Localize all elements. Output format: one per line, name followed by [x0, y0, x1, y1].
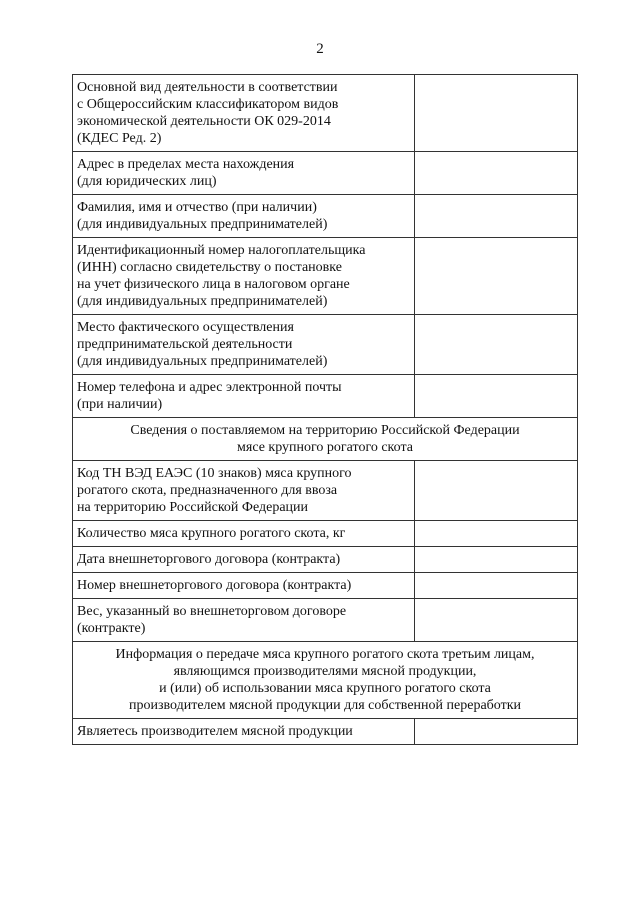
field-label-full-name: Фамилия, имя и отчество (при наличии) (для индивидуальных предпринимателей) [73, 195, 415, 238]
field-label-contract-number: Номер внешнеторгового договора (контракта) [73, 573, 415, 599]
table-row [73, 461, 578, 521]
section-header-third-party-transfer: Информация о передаче мяса крупного рогатого скота третьим лицам, являющимся производителями мясной продукции, и (или) об использовании мяса крупного рогатого скота производителем мясной продукции для собственной переработки [73, 642, 578, 719]
section-header-supplied-beef: Сведения о поставляемом на территорию Российской Федерации мясе крупного рогатого скота [73, 418, 578, 461]
table-row [73, 573, 578, 599]
field-label-beef-quantity: Количество мяса крупного рогатого скота, кг [73, 521, 415, 547]
field-value-beef-quantity[interactable] [415, 521, 578, 547]
field-label-legal-address: Адрес в пределах места нахождения (для юридических лиц) [73, 152, 415, 195]
field-label-inn: Идентификационный номер налогоплательщика (ИНН) согласно свидетельству о постановке на учет физического лица в налоговом органе (для индивидуальных предпринимателей) [73, 238, 415, 315]
field-label-business-location: Место фактического осуществления предпринимательской деятельности (для индивидуальных предпринимателей) [73, 315, 415, 375]
field-label-meat-producer: Являетесь производителем мясной продукции [73, 719, 415, 745]
field-value-full-name[interactable] [415, 195, 578, 238]
table-row [73, 152, 578, 195]
table-row [73, 521, 578, 547]
field-value-business-location[interactable] [415, 315, 578, 375]
field-value-contract-date[interactable] [415, 547, 578, 573]
table-row [73, 719, 578, 745]
page-number: 2 [316, 41, 324, 57]
table-row [73, 599, 578, 642]
field-value-meat-producer[interactable] [415, 719, 578, 745]
field-value-activity-okved[interactable] [415, 75, 578, 152]
field-label-contract-weight: Вес, указанный во внешнеторговом договоре (контракте) [73, 599, 415, 642]
field-label-activity-okved: Основной вид деятельности в соответствии с Общероссийским классификатором видов экономической деятельности ОК 029-2014 (КДЕС Ред. 2) [73, 75, 415, 152]
table-row [73, 375, 578, 418]
field-label-contract-date: Дата внешнеторгового договора (контракта) [73, 547, 415, 573]
field-value-legal-address[interactable] [415, 152, 578, 195]
table-row [73, 238, 578, 315]
section-header-row [73, 642, 578, 719]
field-value-phone-email[interactable] [415, 375, 578, 418]
field-label-tn-ved-code: Код ТН ВЭД ЕАЭС (10 знаков) мяса крупного рогатого скота, предназначенного для ввоза на территорию Российской Федерации [73, 461, 415, 521]
table-row [73, 195, 578, 238]
table-row [73, 75, 578, 152]
application-form-table [72, 74, 578, 745]
section-header-row [73, 418, 578, 461]
field-label-phone-email: Номер телефона и адрес электронной почты (при наличии) [73, 375, 415, 418]
table-row [73, 315, 578, 375]
field-value-contract-weight[interactable] [415, 599, 578, 642]
table-row [73, 547, 578, 573]
field-value-inn[interactable] [415, 238, 578, 315]
field-value-contract-number[interactable] [415, 573, 578, 599]
field-value-tn-ved-code[interactable] [415, 461, 578, 521]
